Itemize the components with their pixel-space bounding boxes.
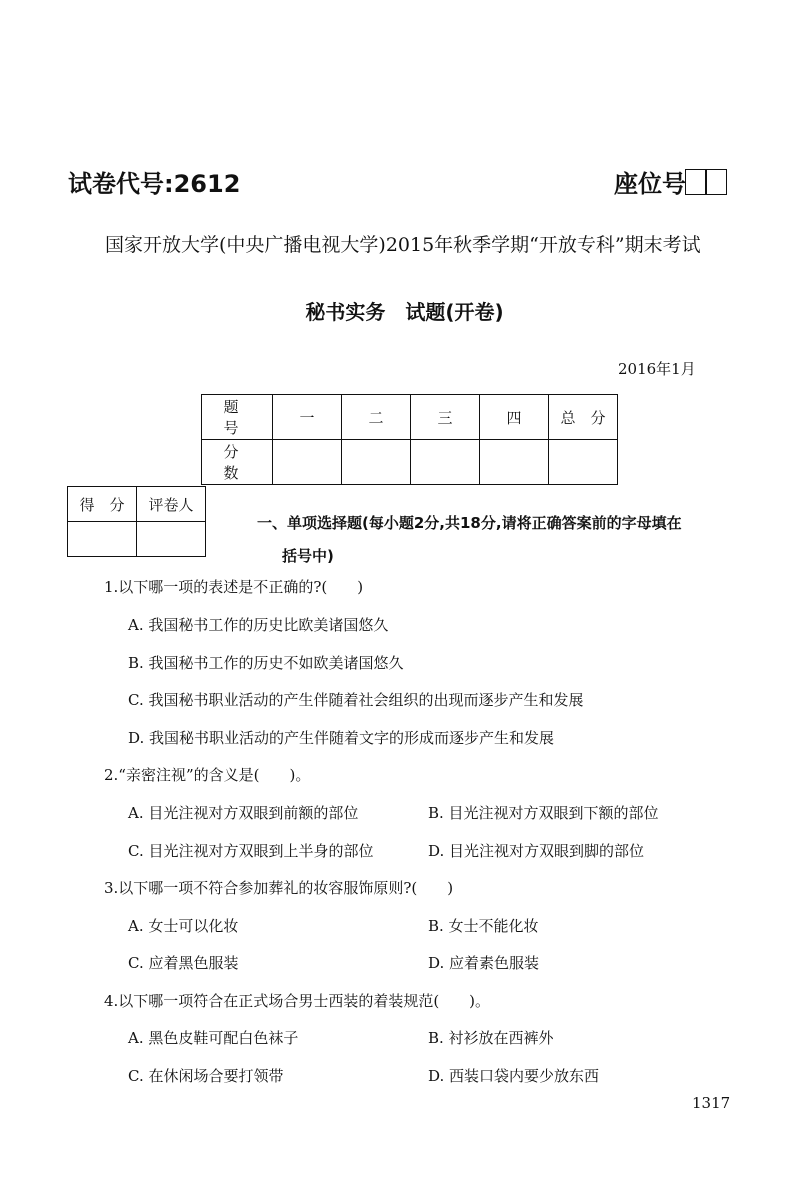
option-b: B. 衬衫放在西裤外 [428,1029,554,1047]
score-cell[interactable] [480,440,549,485]
option-c: C. 应着黑色服装 [128,954,239,972]
option-a: A. 黑色皮鞋可配白色袜子 [128,1029,299,1047]
grader-name-label: 评卷人 [137,487,206,522]
paper-code: 试卷代号:2612 [68,170,241,198]
score-cell[interactable] [342,440,411,485]
question-stem: 3.以下哪一项不符合参加葬礼的妆容服饰原则?( ) [104,879,454,897]
seat-box[interactable] [705,169,727,195]
option-d: D. 西装口袋内要少放东西 [428,1067,600,1085]
section-heading: 一、单项选择题(每小题2分,共18分,请将正确答案前的字母填在 [257,514,682,532]
option-b: B. 目光注视对方双眼到下额的部位 [428,804,659,822]
grader-table-entry-row [68,522,206,557]
score-cell[interactable] [411,440,480,485]
section-heading-continued: 括号中) [282,547,334,565]
page-number: 1317 [692,1094,731,1112]
score-table-label: 分 数 [202,440,273,485]
option-b: B. 女士不能化妆 [428,917,539,935]
score-table-score-row [202,440,618,485]
grader-table [67,486,206,557]
option-c: C. 我国秘书职业活动的产生伴随着社会组织的出现而逐步产生和发展 [128,691,584,709]
question-stem: 4.以下哪一项符合在正式场合男士西装的着装规范( )。 [104,992,491,1010]
score-cell[interactable] [549,440,618,485]
question-stem: 1.以下哪一项的表述是不正确的?( ) [104,578,364,596]
score-table-col: 一 [273,395,342,440]
score-table-col: 总 分 [549,395,618,440]
grader-table-header-row [68,487,206,522]
option-a: A. 女士可以化妆 [128,917,239,935]
score-table-col: 四 [480,395,549,440]
score-cell[interactable] [273,440,342,485]
exam-date: 2016年1月 [618,360,696,378]
seat-number [614,164,727,199]
option-a: A. 我国秘书工作的历史比欧美诸国悠久 [128,616,389,634]
option-c: C. 在休闲场合要打领带 [128,1067,284,1085]
question-stem: 2.“亲密注视”的含义是( )。 [104,766,311,784]
option-d: D. 目光注视对方双眼到脚的部位 [428,842,645,860]
score-table-label: 题 号 [202,395,273,440]
score-table [201,394,618,485]
option-d: D. 应着素色服装 [428,954,540,972]
grader-score-label: 得 分 [68,487,137,522]
score-table-col: 三 [411,395,480,440]
grader-name-cell[interactable] [137,522,206,557]
score-table-header-row [202,395,618,440]
option-b: B. 我国秘书工作的历史不如欧美诸国悠久 [128,654,404,672]
seat-label: 座位号 [614,170,686,198]
exam-title: 国家开放大学(中央广播电视大学)2015年秋季学期“开放专科”期末考试 [105,234,701,256]
score-table-col: 二 [342,395,411,440]
seat-box[interactable] [685,169,707,195]
option-a: A. 目光注视对方双眼到前额的部位 [128,804,359,822]
subject-title: 秘书实务 试题(开卷) [305,300,504,324]
grader-score-cell[interactable] [68,522,137,557]
option-d: D. 我国秘书职业活动的产生伴随着文字的形成而逐步产生和发展 [128,729,555,747]
option-c: C. 目光注视对方双眼到上半身的部位 [128,842,374,860]
